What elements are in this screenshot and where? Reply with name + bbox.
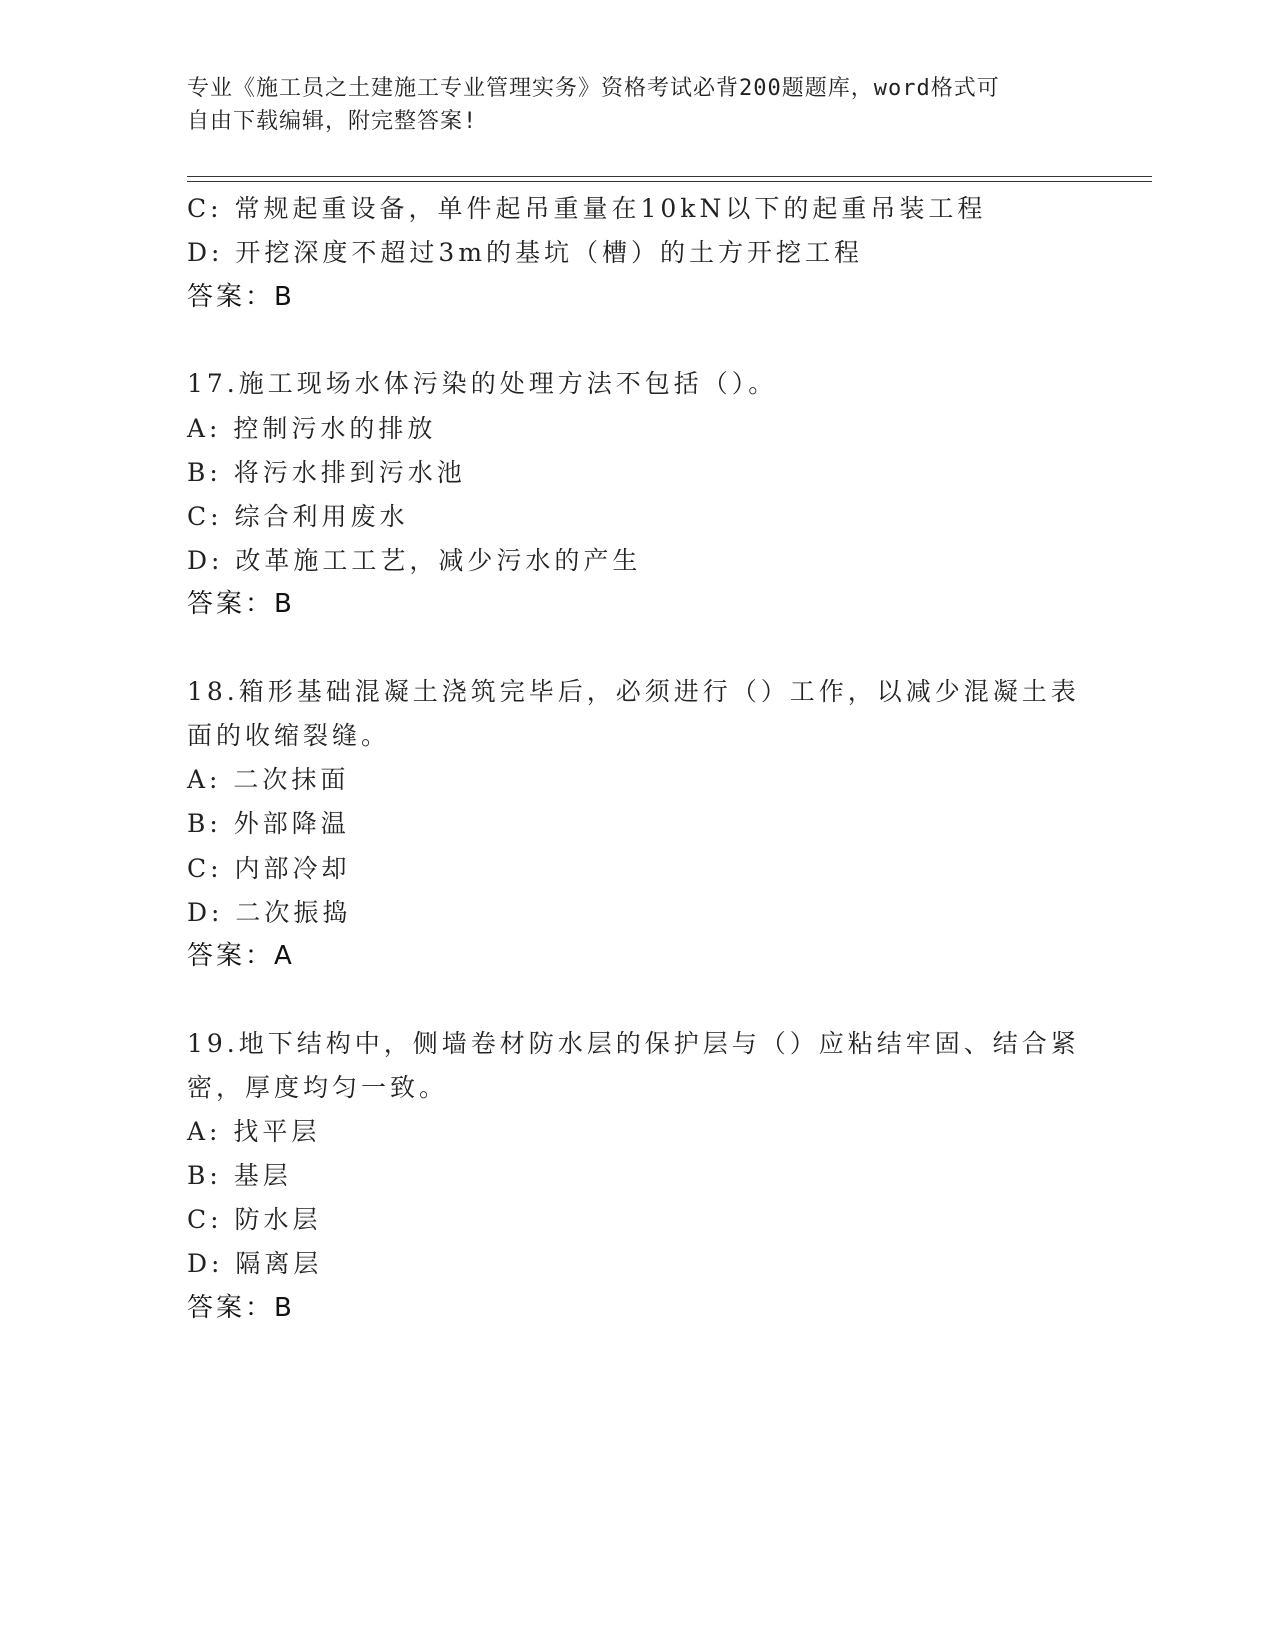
q17-stem: 17.施工现场水体污染的处理方法不包括（）。 (187, 369, 778, 398)
document-header (187, 72, 1067, 138)
q17-option-d: D: 改革施工工艺，减少污水的产生 (187, 546, 642, 575)
q18-stem-line-2: 面的收缩裂缝。 (187, 721, 391, 750)
q18-option-a: A: 二次抹面 (187, 765, 350, 794)
q19-stem-line-2: 密，厚度均匀一致。 (187, 1073, 449, 1102)
q19-option-b: B: 基层 (187, 1161, 292, 1190)
q18-option-b: B: 外部降温 (187, 809, 350, 838)
header-divider-bottom (187, 181, 1152, 182)
q17-answer: 答案：B (187, 589, 295, 619)
q18-option-c: C: 内部冷却 (187, 854, 351, 883)
q17-option-b: B: 将污水排到污水池 (187, 458, 466, 487)
q18-option-d: D: 二次振捣 (187, 898, 352, 927)
q19-answer: 答案：B (187, 1293, 295, 1323)
header-title-line-2: 自由下载编辑，附完整答案! (187, 109, 478, 134)
q19-option-a: A: 找平层 (187, 1117, 321, 1146)
q17-option-a: A: 控制污水的排放 (187, 414, 437, 443)
q17-option-c: C: 综合利用废水 (187, 502, 409, 531)
q18-stem-line-1: 18.箱形基础混凝土浇筑完毕后，必须进行（）工作，以减少混凝土表 (187, 677, 1080, 706)
prev-option-c: C: 常规起重设备，单件起吊重量在10kN以下的起重吊装工程 (187, 194, 987, 223)
q19-stem-line-1: 19.地下结构中，侧墙卷材防水层的保护层与（）应粘结牢固、结合紧 (187, 1029, 1080, 1058)
header-divider-top (187, 176, 1152, 177)
q18-answer: 答案：A (187, 941, 295, 971)
prev-option-d: D: 开挖深度不超过3m的基坑（槽）的土方开挖工程 (187, 238, 864, 267)
prev-answer: 答案：B (187, 282, 295, 312)
q19-option-c: C: 防水层 (187, 1205, 322, 1234)
header-title-line-1: 专业《施工员之土建施工专业管理实务》资格考试必背200题题库，word格式可 (187, 76, 1000, 101)
q19-option-d: D: 隔离层 (187, 1249, 323, 1278)
